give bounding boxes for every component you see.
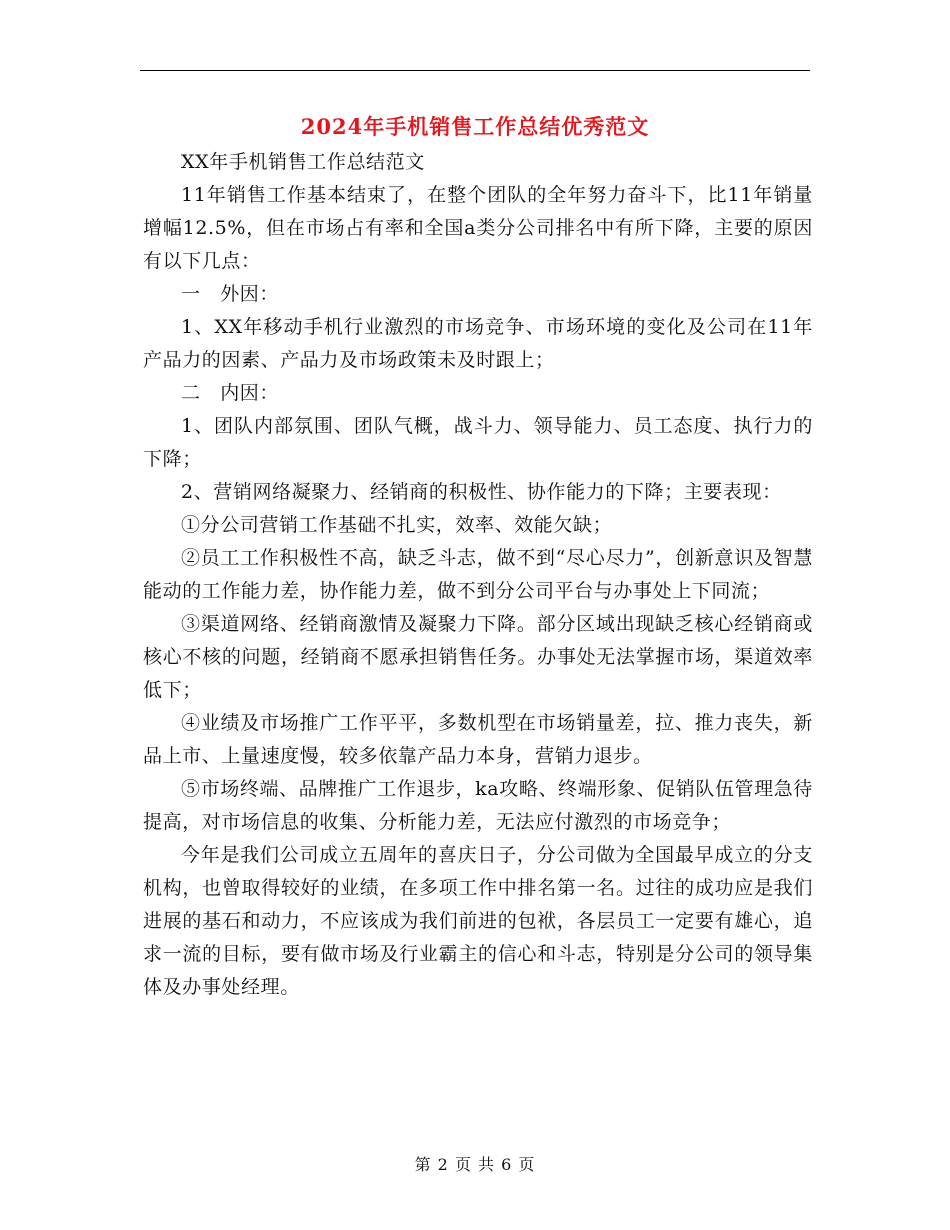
list-item-3: ③渠道网络、经销商激情及凝聚力下降。部分区域出现缺乏核心经销商或核心不核的问题，经销商不愿承担销售任务。办事处无法掌握市场，渠道效率低下； bbox=[143, 613, 813, 701]
paragraph-closing: 今年是我们公司成立五周年的喜庆日子，分公司做为全国最早成立的分支机构，也曾取得较好的业绩，在多项工作中排名第一名。过往的成功应是我们进展的基石和动力，不应该成为我们前进的包袱，各层员工一定要有雄心，追求一流的目标，要有做市场及行业霸主的信心和斗志，特别是分公司的领导集体及办事处经理。 bbox=[143, 844, 813, 998]
list-item-1: ①分公司营销工作基础不扎实，效率、效能欠缺； bbox=[181, 514, 613, 536]
list-item-2: ②员工工作积极性不高，缺乏斗志，做不到“尽心尽力”，创新意识及智慧能动的工作能力差，协作能力差，做不到分公司平台与办事处上下同流； bbox=[143, 547, 813, 602]
paragraph-intro: 11年销售工作基本结束了，在整个团队的全年努力奋斗下，比11年销量增幅12.5%，但在市场占有率和全国a类分公司排名中有所下降，主要的原因有以下几点： bbox=[143, 184, 813, 272]
paragraph-external-1: 1、XX年移动手机行业激烈的市场竞争、市场环境的变化及公司在11年产品力的因素、产品力及市场政策未及时跟上； bbox=[143, 316, 813, 371]
paragraph-internal-1: 1、团队内部氛围、团队气概，战斗力、领导能力、员工态度、执行力的下降； bbox=[143, 415, 813, 470]
page-number-footer: 第 2 页 共 6 页 bbox=[414, 1155, 536, 1174]
list-item-5: ⑤市场终端、品牌推广工作退步，ka攻略、终端形象、促销队伍管理急待提高，对市场信息的收集、分析能力差，无法应付激烈的市场竞争； bbox=[143, 778, 813, 833]
paragraph-subtitle: XX年手机销售工作总结范文 bbox=[181, 151, 425, 173]
heading-external-factors: 一 外因： bbox=[181, 283, 280, 305]
list-item-4: ④业绩及市场推广工作平平，多数机型在市场销量差，拉、推力丧失，新品上市、上量速度慢，较多依靠产品力本身，营销力退步。 bbox=[143, 712, 813, 767]
header-rule bbox=[140, 70, 810, 71]
document-title: 2024年手机销售工作总结优秀范文 bbox=[300, 114, 650, 139]
heading-internal-factors: 二 内因： bbox=[181, 382, 280, 404]
document-body bbox=[143, 146, 813, 1004]
paragraph-internal-2: 2、营销网络凝聚力、经销商的积极性、协作能力的下降；主要表现： bbox=[181, 481, 782, 503]
